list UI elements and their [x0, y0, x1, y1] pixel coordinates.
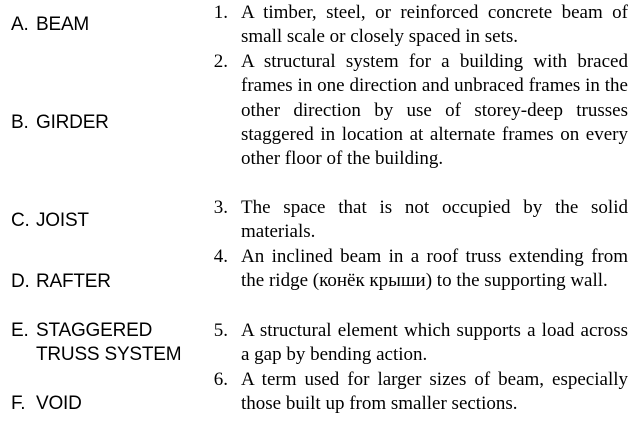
- definition-number: 4.: [213, 246, 228, 267]
- term-letter: E.: [11, 320, 29, 341]
- term-letter: C.: [11, 210, 30, 231]
- definition-text: A timber, steel, or reinforced concrete beam of small scale or closely spaced in sets.: [241, 2, 628, 48]
- term-label: JOIST: [36, 210, 89, 231]
- term-label-line-2: TRUSS SYSTEM: [36, 344, 182, 365]
- definition-5: [204, 319, 628, 368]
- definition-6: [204, 368, 628, 417]
- definition-number: 5.: [213, 320, 228, 341]
- term-letter: B.: [11, 112, 29, 133]
- term-letter: A.: [11, 14, 29, 35]
- definition-number: 3.: [213, 197, 228, 218]
- definition-number: 1.: [213, 2, 228, 23]
- term-staggered-truss-system: [11, 319, 181, 367]
- term-label: BEAM: [36, 14, 90, 35]
- term-label: STAGGERED: [36, 320, 153, 341]
- definition-1: [204, 1, 628, 50]
- definition-text: An inclined beam in a roof truss extending from the ridge (конёк крыши) to the supporting wall.: [241, 246, 628, 292]
- definition-number: 2.: [213, 51, 228, 72]
- term-beam: [11, 13, 89, 37]
- definition-3: [204, 196, 628, 245]
- definition-4: [204, 245, 628, 294]
- definition-text: A structural system for a building with braced frames in one direction and unbraced frames in the other direction by use of storey-deep trusses staggered in location at alternate frames on every other floor of the building.: [241, 51, 628, 170]
- term-letter: F.: [11, 393, 26, 414]
- term-label: RAFTER: [36, 271, 111, 292]
- term-void: [11, 392, 82, 416]
- term-letter: D.: [11, 271, 30, 292]
- term-joist: [11, 209, 89, 233]
- definition-text: The space that is not occupied by the solid materials.: [241, 197, 628, 243]
- term-girder: [11, 111, 109, 135]
- definition-number: 6.: [213, 369, 228, 390]
- definition-2: [204, 50, 628, 171]
- definition-text: A structural element which supports a load across a gap by bending action.: [241, 320, 628, 366]
- definition-text: A term used for larger sizes of beam, especially those built up from smaller sections.: [241, 369, 628, 415]
- term-rafter: [11, 270, 111, 294]
- term-label: VOID: [36, 393, 82, 414]
- term-label: GIRDER: [36, 112, 109, 133]
